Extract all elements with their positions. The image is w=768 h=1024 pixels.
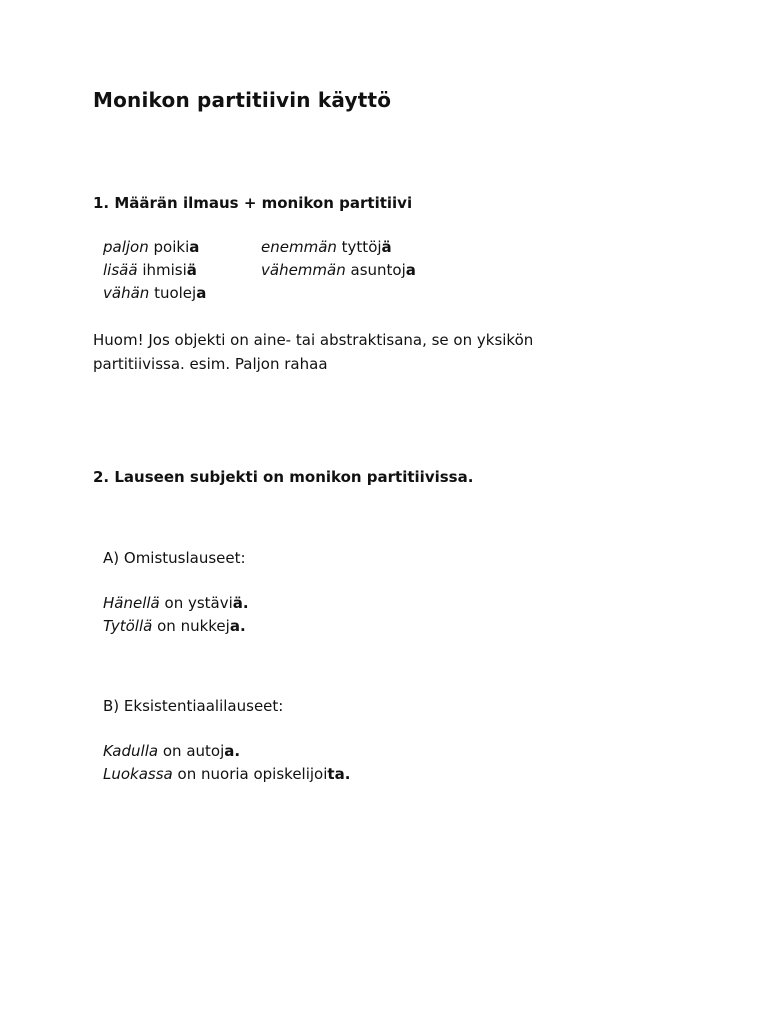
example-kadulla bbox=[103, 740, 240, 762]
partitive-ending: ä bbox=[186, 261, 197, 279]
page-title: Monikon partitiivin käyttö bbox=[93, 88, 392, 112]
noun-stem: nuoria opiskelijoi bbox=[201, 765, 328, 783]
noun-stem: poiki bbox=[153, 238, 190, 256]
subject-word: Luokassa bbox=[103, 765, 173, 783]
quantity-word: enemmän bbox=[261, 238, 337, 256]
verb-word: on bbox=[164, 594, 184, 612]
section-2-heading: 2. Lauseen subjekti on monikon partitiivissa. bbox=[93, 468, 474, 486]
noun-stem: asuntoj bbox=[350, 261, 406, 279]
partitive-ending: ä bbox=[381, 238, 392, 256]
partitive-ending: a bbox=[189, 238, 200, 256]
noun-stem: ystävi bbox=[187, 594, 233, 612]
example-tytolla bbox=[103, 615, 246, 637]
subject-word: Hänellä bbox=[103, 594, 160, 612]
note-line-2: partitiivissa. esim. Paljon rahaa bbox=[93, 355, 328, 373]
partitive-ending: a bbox=[196, 284, 207, 302]
verb-word: on bbox=[162, 742, 182, 760]
quantity-word: paljon bbox=[103, 238, 149, 256]
partitive-ending: ä. bbox=[232, 594, 249, 612]
partitive-ending: a. bbox=[229, 617, 246, 635]
example-vahan bbox=[103, 282, 206, 304]
note-line-1: Huom! Jos objekti on aine- tai abstraktisana, se on yksikön bbox=[93, 331, 534, 349]
subject-word: Kadulla bbox=[103, 742, 159, 760]
example-luokassa bbox=[103, 763, 350, 785]
example-lisaa bbox=[103, 259, 197, 281]
noun-stem: autoj bbox=[186, 742, 225, 760]
quantity-word: vähemmän bbox=[261, 261, 346, 279]
partitive-ending: a bbox=[405, 261, 416, 279]
quantity-word: vähän bbox=[103, 284, 150, 302]
partitive-ending: a. bbox=[224, 742, 241, 760]
verb-word: on bbox=[157, 617, 176, 635]
partitive-ending: ta. bbox=[327, 765, 351, 783]
example-vahemman bbox=[261, 259, 416, 281]
quantity-word: lisää bbox=[103, 261, 138, 279]
section-1-heading: 1. Määrän ilmaus + monikon partitiivi bbox=[93, 194, 413, 212]
subsection-a-label: A) Omistuslauseet: bbox=[103, 549, 246, 567]
noun-stem: tyttöj bbox=[341, 238, 382, 256]
example-hanella bbox=[103, 592, 249, 614]
noun-stem: tuolej bbox=[154, 284, 197, 302]
subsection-b-label: B) Eksistentiaalilauseet: bbox=[103, 697, 284, 715]
note-paragraph bbox=[93, 328, 653, 376]
noun-stem: nukkej bbox=[180, 617, 230, 635]
noun-stem: ihmisi bbox=[142, 261, 187, 279]
subject-word: Tytöllä bbox=[103, 617, 153, 635]
example-paljon bbox=[103, 236, 199, 258]
example-enemman bbox=[261, 236, 392, 258]
verb-word: on bbox=[177, 765, 197, 783]
